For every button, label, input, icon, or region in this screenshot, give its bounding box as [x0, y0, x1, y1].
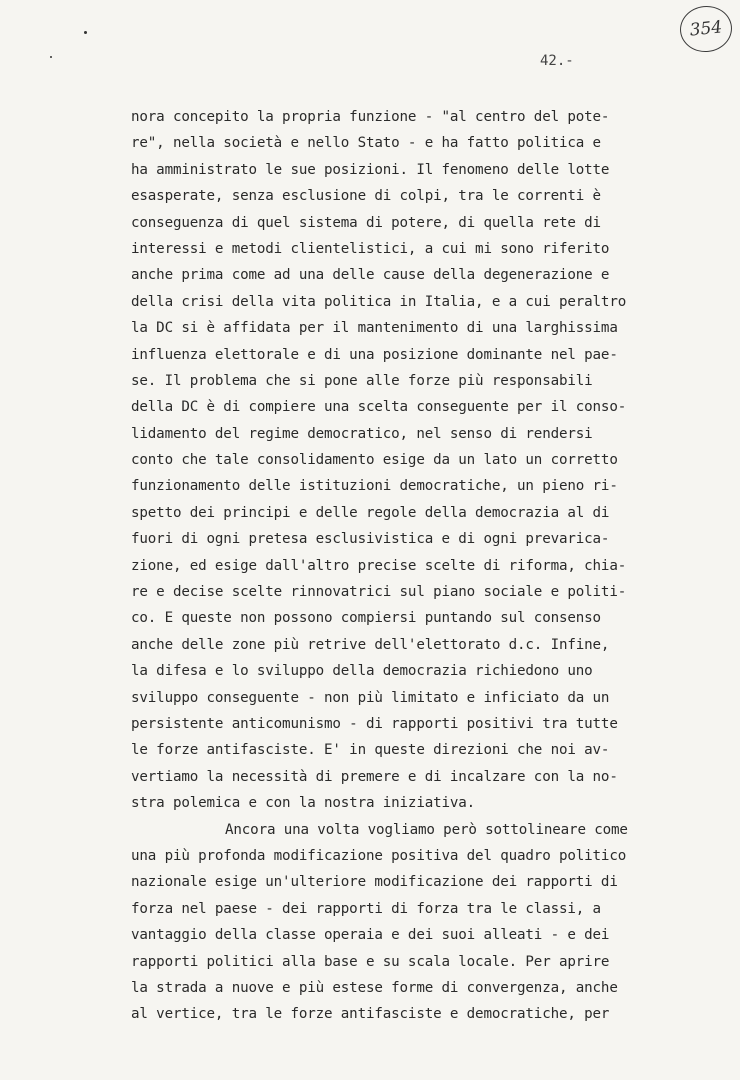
text-line: rapporti politici alla base e su scala locale. Per aprire: [131, 953, 610, 970]
text-line: fuori di ogni pretesa esclusivistica e di ogni prevarica-: [131, 531, 610, 548]
text-line: la difesa e lo sviluppo della democrazia richiedono uno: [131, 663, 593, 680]
text-line: lidamento del regime democratico, nel senso di rendersi: [131, 425, 593, 442]
paragraph-first-line: Ancora una volta vogliamo però sottolineare come: [225, 821, 628, 838]
text-line: se. Il problema che si pone alle forze più responsabili: [131, 372, 593, 389]
scan-speck: [84, 31, 87, 34]
text-line: anche delle zone più retrive dell'elettorato d.c. Infine,: [131, 636, 610, 653]
text-line: le forze antifasciste. E' in queste direzioni che noi av-: [131, 742, 610, 759]
text-line: conto che tale consolidamento esige da un lato un corretto: [131, 452, 618, 469]
body-text: [131, 104, 691, 1028]
text-line: una più profonda modificazione positiva del quadro politico: [131, 847, 627, 864]
text-line: zione, ed esige dall'altro precise scelte di riforma, chia-: [131, 557, 627, 574]
text-line: influenza elettorale e di una posizione dominante nel pae-: [131, 346, 618, 363]
text-line: nazionale esige un'ulteriore modificazione dei rapporti di: [131, 874, 618, 891]
text-line: stra polemica e con la nostra iniziativa.: [131, 795, 476, 812]
page-number: 42.-: [540, 53, 574, 69]
text-line: re e decise scelte rinnovatrici sul piano sociale e politi-: [131, 584, 627, 601]
text-line: la strada a nuove e più estese forme di convergenza, anche: [131, 979, 618, 996]
archive-stamp: 354: [678, 3, 735, 54]
text-line: funzionamento delle istituzioni democratiche, un pieno ri-: [131, 478, 618, 495]
text-line: conseguenza di quel sistema di potere, di quella rete di: [131, 214, 601, 231]
text-line: al vertice, tra le forze antifasciste e democratiche, per: [131, 1006, 610, 1023]
text-line: spetto dei principi e delle regole della democrazia al di: [131, 504, 610, 521]
text-line: ha amministrato le sue posizioni. Il fenomeno delle lotte: [131, 161, 610, 178]
text-line: interessi e metodi clientelistici, a cui mi sono riferito: [131, 240, 610, 257]
text-line: della DC è di compiere una scelta conseguente per il conso-: [131, 399, 627, 416]
text-line: sviluppo conseguente - non più limitato e inficiato da un: [131, 689, 610, 706]
text-line: anche prima come ad una delle cause della degenerazione e: [131, 267, 610, 284]
text-line: forza nel paese - dei rapporti di forza tra le classi, a: [131, 900, 601, 917]
text-line: re", nella società e nello Stato - e ha fatto politica e: [131, 135, 601, 152]
text-line: vertiamo la necessità di premere e di incalzare con la no-: [131, 768, 618, 785]
text-line: nora concepito la propria funzione - "al centro del pote-: [131, 109, 610, 125]
text-line: esasperate, senza esclusione di colpi, tra le correnti è: [131, 188, 601, 205]
text-line: la DC si è affidata per il mantenimento di una larghissima: [131, 320, 618, 337]
scan-speck: [50, 56, 52, 58]
text-line: della crisi della vita politica in Italia, e a cui peraltro: [131, 293, 627, 310]
text-line: vantaggio della classe operaia e dei suoi alleati - e dei: [131, 927, 610, 944]
text-line: persistente anticomunismo - di rapporti positivi tra tutte: [131, 715, 618, 732]
text-line: co. E queste non possono compiersi puntando sul consenso: [131, 610, 601, 627]
